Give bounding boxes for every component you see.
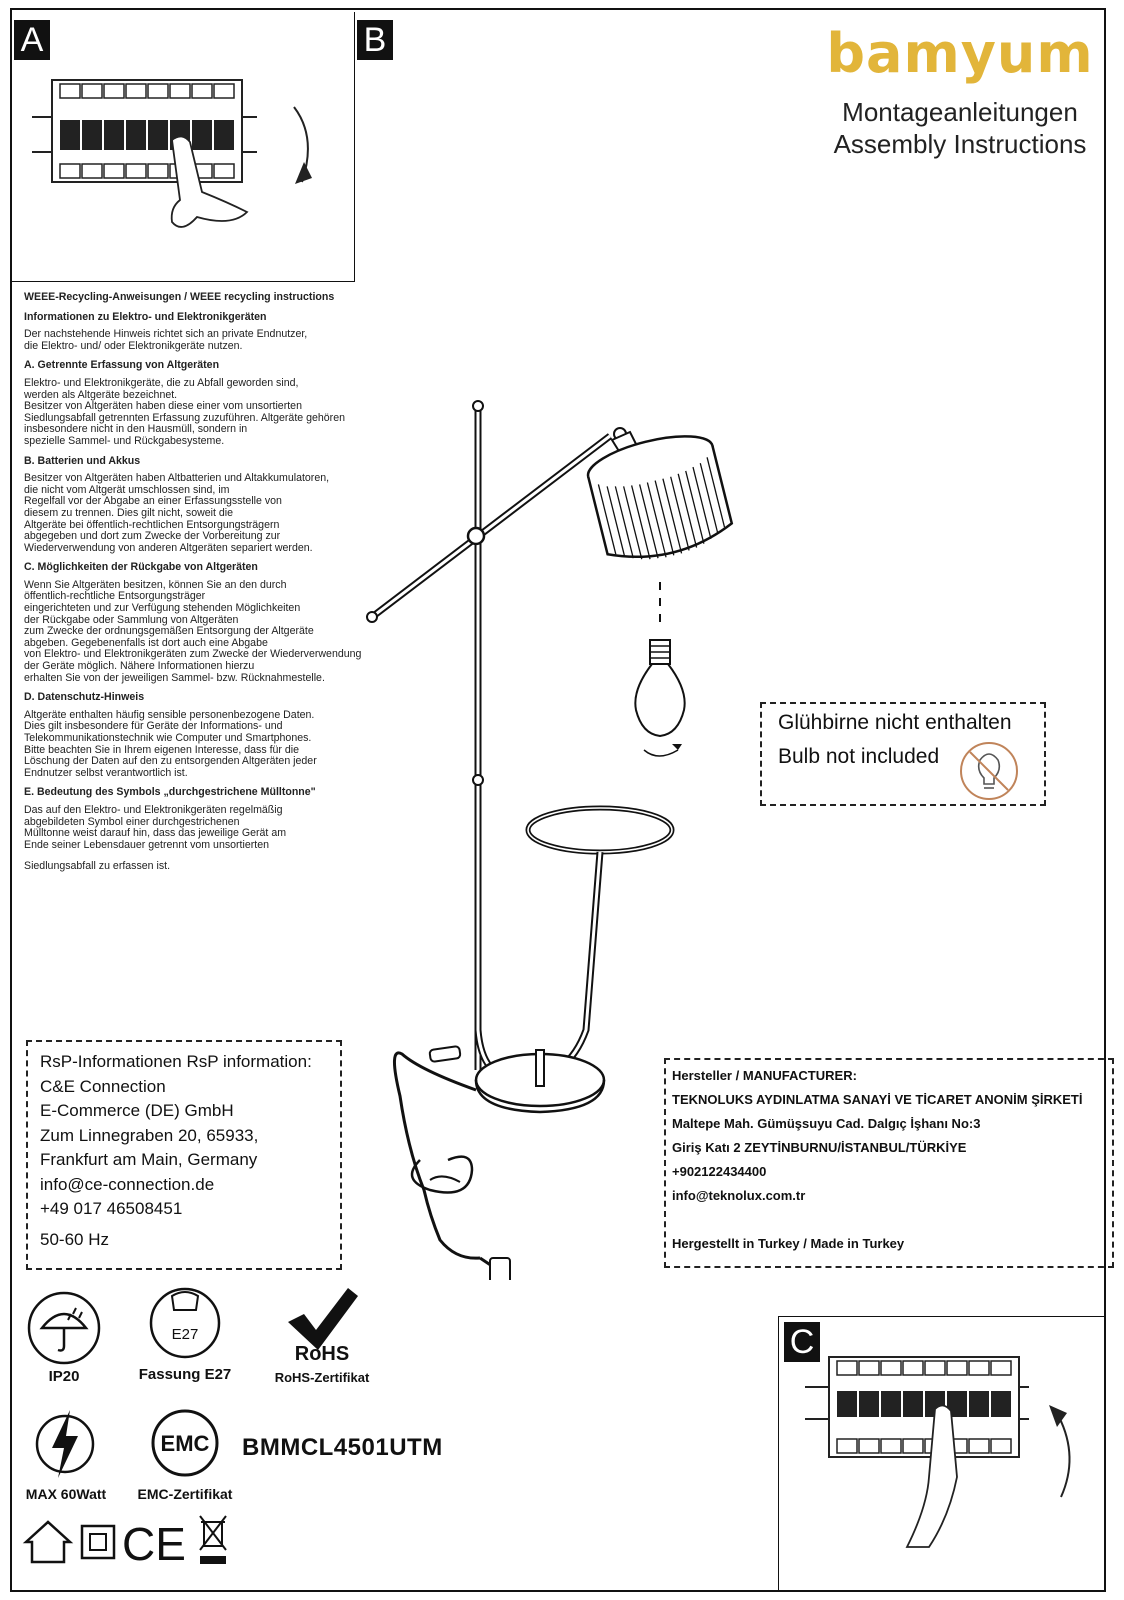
brand-logo: bamyum bbox=[826, 22, 1094, 85]
recycling-closing: Siedlungsabfall zu erfassen ist. bbox=[24, 860, 171, 873]
indoor-use-icon bbox=[22, 1518, 74, 1566]
rsp-frequency: 50-60 Hz bbox=[40, 1229, 109, 1249]
manufacturer-line: +902122434400 bbox=[672, 1164, 767, 1179]
made-in-turkey: Hergestellt in Turkey / Made in Turkey bbox=[672, 1236, 905, 1251]
document-subtitle bbox=[800, 96, 1120, 160]
panel-a-switch-off bbox=[12, 12, 355, 282]
subtitle-english: Assembly Instructions bbox=[833, 129, 1087, 159]
recycling-title: WEEE-Recycling-Anweisungen / WEEE recycling instructions bbox=[24, 291, 335, 303]
manufacturer-line: info@teknolux.com.tr bbox=[672, 1188, 806, 1203]
panel-b-letter: B bbox=[357, 20, 393, 60]
rohs-check-icon bbox=[282, 1284, 362, 1364]
rsp-line: info@ce-connection.de bbox=[40, 1174, 215, 1194]
section-heading: A. Getrennte Erfassung von Altgeräten bbox=[24, 359, 220, 372]
socket-label: Fassung E27 bbox=[138, 1366, 232, 1383]
panel-c-letter: C bbox=[784, 1322, 820, 1362]
panel-a-letter: A bbox=[14, 20, 50, 60]
no-bulb-icon bbox=[958, 740, 1020, 802]
rsp-line: Frankfurt am Main, Germany bbox=[40, 1150, 258, 1169]
section-text: Altgeräte enthalten häufig sensible personenbezogene Daten. Dies gilt insbesondere für Geräte der Informations- und Telekommunikationstechnik wie Computer und Smartphones. Bitte beachten Sie in Ihrem eigenen Interesse, dass für die Löschung der Daten auf den zu entsorgenden Altgeräten jeder Endnutzer selbst verantwortlich ist. bbox=[24, 708, 317, 779]
ce-mark-icon bbox=[122, 1518, 188, 1566]
manufacturer-box bbox=[664, 1058, 1114, 1268]
rsp-information-box bbox=[26, 1040, 342, 1270]
socket-text: E27 bbox=[171, 1326, 199, 1343]
manufacturer-line: Maltepe Mah. Gümüşsuyu Cad. Dalgıç İşhanı No:3 bbox=[672, 1116, 981, 1131]
rohs-label: RoHS-Zertifikat bbox=[274, 1370, 370, 1385]
section-text: Wenn Sie Altgeräten besitzen, können Sie an den durch öffentlich-rechtliche Entsorgungsträger eingerichteten und zur Verfügung stehenden Möglichkeiten der Rückgabe oder Sammlung von Altgeräten zum Zwecke der ordnungsgemäßen Entsorgung der Altgeräte abgeben. Gegebenenfalls ist dort auch eine Abgabe von Elektro- und Elektronikgeräten zum Zwecke der Wiederverwendung der Geräte möglich. Nähere Informationen hierzu erhalten Sie von der jeweiligen Sammel- bzw. Rücknahmestelle. bbox=[24, 578, 362, 684]
breaker-on-illustration bbox=[779, 1317, 1107, 1593]
lightning-power-icon bbox=[34, 1404, 96, 1480]
rsp-title: RsP-Informationen RsP information: bbox=[40, 1052, 312, 1071]
umbrella-rain-icon bbox=[26, 1290, 102, 1366]
e27-socket-icon bbox=[148, 1286, 222, 1360]
emc-icon bbox=[150, 1408, 220, 1478]
recycling-info-heading: Informationen zu Elektro- und Elektronikgeräten bbox=[24, 310, 267, 323]
section-heading: B. Batterien und Akkus bbox=[24, 454, 141, 467]
section-heading: D. Datenschutz-Hinweis bbox=[24, 691, 145, 704]
model-number: BMMCL4501UTM bbox=[242, 1434, 443, 1461]
rsp-line: Zum Linnegraben 20, 65933, bbox=[40, 1125, 259, 1145]
ce-text: CE bbox=[122, 1518, 186, 1566]
rsp-line: +49 017 46508451 bbox=[40, 1199, 183, 1218]
bulb-notice-english: Bulb not included bbox=[778, 745, 940, 768]
rsp-line: E-Commerce (DE) GmbH bbox=[40, 1101, 234, 1120]
bulb-notice-german: Glühbirne nicht enthalten bbox=[778, 711, 1012, 734]
subtitle-german: Montageanleitungen bbox=[842, 97, 1078, 127]
section-text: Elektro- und Elektronikgeräte, die zu Abfall geworden sind, werden als Altgeräte bezeichnet. Besitzer von Altgeräten haben diese einer vom unsortierten Siedlungsabfall getrennten Erfassung zuzuführen. Altgeräte gehören insbesondere nicht in den Hausmüll, sondern in spezielle Sammel- und Rückgabesysteme. bbox=[24, 376, 345, 447]
section-heading: E. Bedeutung des Symbols „durchgestrichene Mülltonne" bbox=[24, 786, 316, 799]
recycling-intro: Der nachstehende Hinweis richtet sich an private Endnutzer, die Elektro- und/ oder Elektronikgeräte nutzen. bbox=[24, 328, 308, 352]
emc-label: EMC-Zertifikat bbox=[137, 1486, 233, 1502]
rsp-line: C&E Connection bbox=[40, 1076, 166, 1096]
section-text: Besitzer von Altgeräten haben Altbatterien und Altakkumulatoren, die nicht vom Altgerät umschlossen sind, im Regelfall vor der Abgabe an einer Erfassungsstelle von diesem zu trennen. Dies gilt nicht, soweit die Altgeräte bei öffentlich-rechtlichen Entsorgungsträgern abgegeben und dort zum Zwecke der Vorbereitung zur Wiederverwendung von anderen Altgeräten separiert werden. bbox=[24, 472, 330, 554]
breaker-off-illustration bbox=[12, 12, 355, 282]
manufacturer-line: TEKNOLUKS AYDINLATMA SANAYİ VE TİCARET ANONİM ŞİRKETİ bbox=[672, 1092, 1083, 1107]
manufacturer-line: Giriş Katı 2 ZEYTİNBURNU/İSTANBUL/TÜRKİYE bbox=[672, 1140, 967, 1155]
rohs-text: RoHS bbox=[294, 1343, 350, 1364]
power-label: MAX 60Watt bbox=[25, 1486, 107, 1502]
crossed-bin-icon bbox=[196, 1512, 230, 1568]
manufacturer-title: Hersteller / MANUFACTURER: bbox=[672, 1068, 857, 1083]
emc-text: EMC bbox=[160, 1431, 210, 1456]
panel-c-switch-on bbox=[778, 1316, 1106, 1592]
double-insulation-icon bbox=[80, 1524, 116, 1560]
section-heading: C. Möglichkeiten der Rückgabe von Altgeräten bbox=[24, 561, 258, 574]
section-text: Das auf den Elektro- und Elektronikgeräten regelmäßig abgebildeten Symbol einer durchgestrichenen Mülltonne weist darauf hin, dass das jeweilige Gerät am Ende seiner Lebensdauer getrennt vom unsortierten bbox=[24, 803, 287, 851]
ip-rating-label: IP20 bbox=[48, 1368, 80, 1385]
